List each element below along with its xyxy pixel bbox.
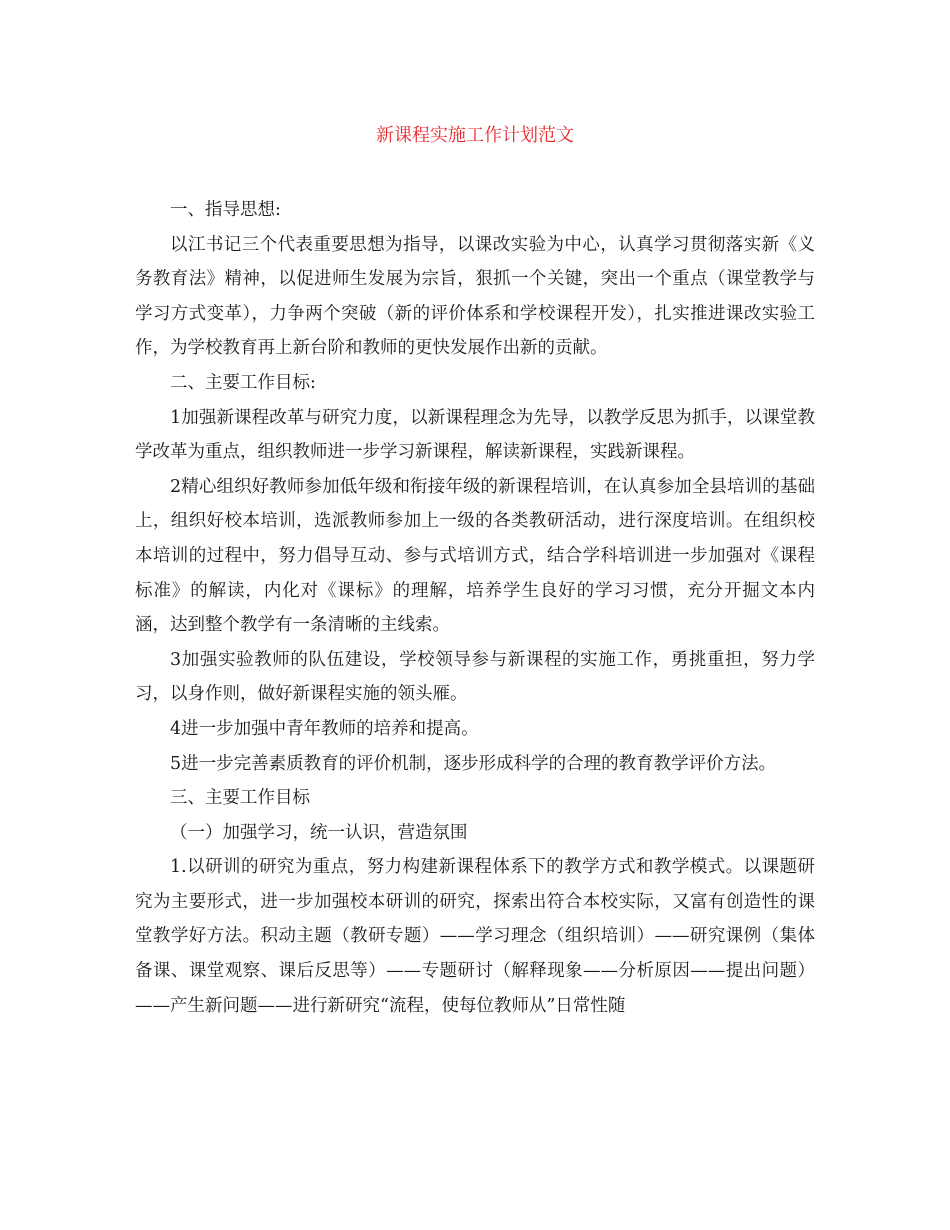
document-title: 新课程实施工作计划范文 bbox=[376, 125, 574, 146]
list-item: 4进一步加强中青年教师的培养和提高。 bbox=[170, 718, 479, 739]
paragraph: 以江书记三个代表重要思想为指导，以课改实验为中心，认真学习贯彻落实新《义务教育法》精神，以促进师生发展为宗旨，狠抓一个关键，突出一个重点（课堂教学与学习方式变革），力争两个突破（新的评价体系和学校课程开发），扎实推进课改实验工作，为学校教育再上新台阶和教师的更快发展作出新的贡献。 bbox=[135, 234, 815, 359]
list-item: 1加强新课程改革与研究力度，以新课程理念为先导，以教学反思为抓手，以课堂教学改革为重点，组织教师进一步学习新课程，解读新课程，实践新课程。 bbox=[135, 407, 815, 463]
list-item: 3加强实验教师的队伍建设，学校领导参与新课程的实施工作，勇挑重担，努力学习，以身作则，做好新课程实施的领头雁。 bbox=[135, 649, 815, 705]
subsection-heading: （一）加强学习，统一认识，营造氛围 bbox=[170, 822, 468, 843]
list-item: 5进一步完善素质教育的评价机制，逐步形成科学的合理的教育教学评价方法。 bbox=[170, 753, 777, 774]
section-heading-main-goals: 二、主要工作目标: bbox=[170, 372, 316, 393]
document-body bbox=[135, 193, 815, 1023]
section-heading-guiding-ideology: 一、指导思想: bbox=[170, 200, 281, 220]
list-item: 2精心组织好教师参加低年级和衔接年级的新课程培训，在认真参加全县培训的基础上，组织好校本培训，选派教师参加上一级的各类教研活动，进行深度培训。在组织校本培训的过程中，努力倡导互动、参与式培训方式，结合学科培训进一步加强对《课程标准》的解读，内化对《课标》的理解，培养学生良好的学习习惯，充分开掘文本内涵，达到整个教学有一条清晰的主线索。 bbox=[135, 476, 815, 636]
list-item: 1.以研训的研究为重点，努力构建新课程体系下的教学方式和教学模式。以课题研究为主要形式，进一步加强校本研训的研究，探索出符合本校实际，又富有创造性的课堂教学好方法。积动主题（教研专题）——学习理念（组织培训）——研究课例（集体备课、课堂观察、课后反思等）——专题研讨（解释现象——分析原因——提出问题）——产生新问题——进行新研究“流程，使每位教师从”日常性随 bbox=[135, 857, 815, 1016]
section-heading-main-goals-3: 三、主要工作目标 bbox=[170, 788, 310, 809]
